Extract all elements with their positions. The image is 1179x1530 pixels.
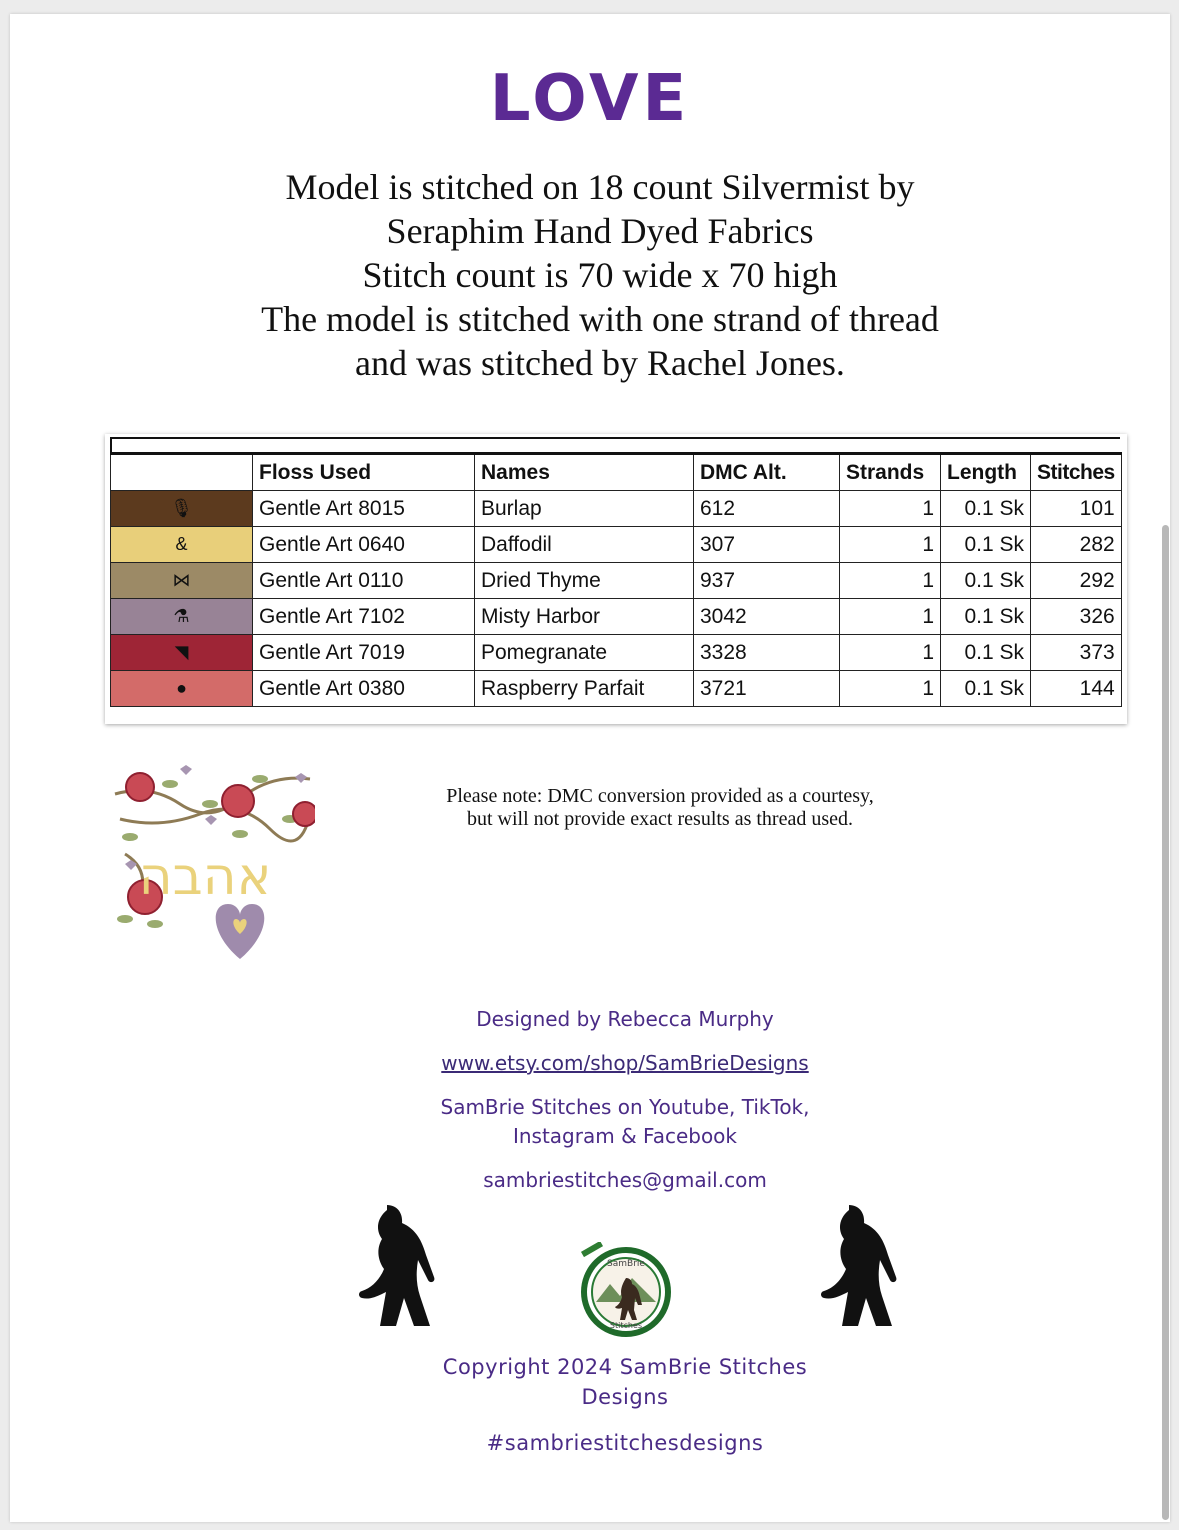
header-swatch xyxy=(111,454,253,491)
document-page xyxy=(10,14,1170,1522)
floss-cell: Gentle Art 0110 xyxy=(253,563,475,599)
table-top-rule-left xyxy=(110,437,112,453)
table-row xyxy=(111,671,1122,707)
strands-cell: 1 xyxy=(840,671,941,707)
color-swatch: ⚗ xyxy=(111,599,253,635)
shop-link[interactable]: www.etsy.com/shop/SamBrieDesigns xyxy=(441,1051,809,1075)
designer-credit: Designed by Rebecca Murphy xyxy=(476,1007,774,1031)
dmc-cell: 3042 xyxy=(694,599,840,635)
floss-table xyxy=(110,452,1122,707)
header-floss: Floss Used xyxy=(253,454,475,491)
intro-line: Seraphim Hand Dyed Fabrics xyxy=(386,211,814,251)
length-cell: 0.1 Sk xyxy=(941,635,1031,671)
intro-line: Stitch count is 70 wide x 70 high xyxy=(362,255,838,295)
copyright-line-1: Copyright 2024 SamBrie Stitches xyxy=(442,1355,808,1379)
stitches-cell: 373 xyxy=(1031,635,1122,671)
stitches-cell: 282 xyxy=(1031,527,1122,563)
social-line-1: SamBrie Stitches on Youtube, TikTok, xyxy=(440,1095,810,1119)
copyright-line-2: Designs xyxy=(581,1385,669,1409)
design-word: אהבה xyxy=(138,847,272,907)
length-cell: 0.1 Sk xyxy=(941,599,1031,635)
table-row xyxy=(111,635,1122,671)
color-swatch: ● xyxy=(111,671,253,707)
bigfoot-icon-left xyxy=(332,1200,442,1335)
logo-text-top: SamBrie xyxy=(607,1259,645,1269)
strands-cell: 1 xyxy=(840,527,941,563)
social-line-2: Instagram & Facebook xyxy=(512,1124,738,1148)
logo-text-bottom: Stitches xyxy=(609,1321,643,1330)
color-swatch: ◥ xyxy=(111,635,253,671)
name-cell: Dried Thyme xyxy=(475,563,694,599)
dmc-cell: 612 xyxy=(694,491,840,527)
name-cell: Pomegranate xyxy=(475,635,694,671)
header-dmc: DMC Alt. xyxy=(694,454,840,491)
length-cell: 0.1 Sk xyxy=(941,563,1031,599)
table-top-rule xyxy=(110,437,1120,439)
email-address: sambriestitches@gmail.com xyxy=(483,1168,767,1192)
floss-table-card xyxy=(105,434,1127,724)
table-header-row xyxy=(111,454,1122,491)
bigfoot-icon-right xyxy=(794,1200,904,1335)
strands-cell: 1 xyxy=(840,491,941,527)
name-cell: Daffodil xyxy=(475,527,694,563)
intro-line: The model is stitched with one strand of thread xyxy=(261,299,939,339)
floss-cell: Gentle Art 0640 xyxy=(253,527,475,563)
dmc-note xyxy=(390,785,930,831)
sambrie-logo xyxy=(578,1242,674,1338)
dmc-cell: 937 xyxy=(694,563,840,599)
floss-cell: Gentle Art 7019 xyxy=(253,635,475,671)
note-line: but will not provide exact results as thread used. xyxy=(466,808,853,830)
length-cell: 0.1 Sk xyxy=(941,527,1031,563)
stitches-cell: 292 xyxy=(1031,563,1122,599)
header-strands: Strands xyxy=(840,454,941,491)
intro-line: Model is stitched on 18 count Silvermist by xyxy=(285,167,915,207)
intro-text xyxy=(10,165,1179,385)
name-cell: Raspberry Parfait xyxy=(475,671,694,707)
strands-cell: 1 xyxy=(840,563,941,599)
dmc-cell: 3328 xyxy=(694,635,840,671)
table-row xyxy=(111,527,1122,563)
floss-cell: Gentle Art 8015 xyxy=(253,491,475,527)
color-swatch: ⋈ xyxy=(111,563,253,599)
color-swatch: 🎙 xyxy=(111,491,253,527)
note-line: Please note: DMC conversion provided as a courtesy, xyxy=(446,785,874,807)
table-row xyxy=(111,599,1122,635)
table-row xyxy=(111,491,1122,527)
header-length: Length xyxy=(941,454,1031,491)
length-cell: 0.1 Sk xyxy=(941,491,1031,527)
stitches-cell: 101 xyxy=(1031,491,1122,527)
color-swatch: & xyxy=(111,527,253,563)
dmc-cell: 307 xyxy=(694,527,840,563)
floss-cell: Gentle Art 7102 xyxy=(253,599,475,635)
strands-cell: 1 xyxy=(840,635,941,671)
name-cell: Burlap xyxy=(475,491,694,527)
page-title: LOVE xyxy=(489,62,691,136)
length-cell: 0.1 Sk xyxy=(941,671,1031,707)
floss-cell: Gentle Art 0380 xyxy=(253,671,475,707)
scrollbar[interactable] xyxy=(1162,525,1169,1520)
intro-line: and was stitched by Rachel Jones. xyxy=(355,343,845,383)
name-cell: Misty Harbor xyxy=(475,599,694,635)
header-stitches: Stitches xyxy=(1031,454,1122,491)
cross-stitch-design-image xyxy=(110,759,315,969)
stitches-cell: 326 xyxy=(1031,599,1122,635)
dmc-cell: 3721 xyxy=(694,671,840,707)
header-names: Names xyxy=(475,454,694,491)
stitches-cell: 144 xyxy=(1031,671,1122,707)
hashtag: #sambriestitchesdesigns xyxy=(486,1431,764,1455)
strands-cell: 1 xyxy=(840,599,941,635)
table-row xyxy=(111,563,1122,599)
